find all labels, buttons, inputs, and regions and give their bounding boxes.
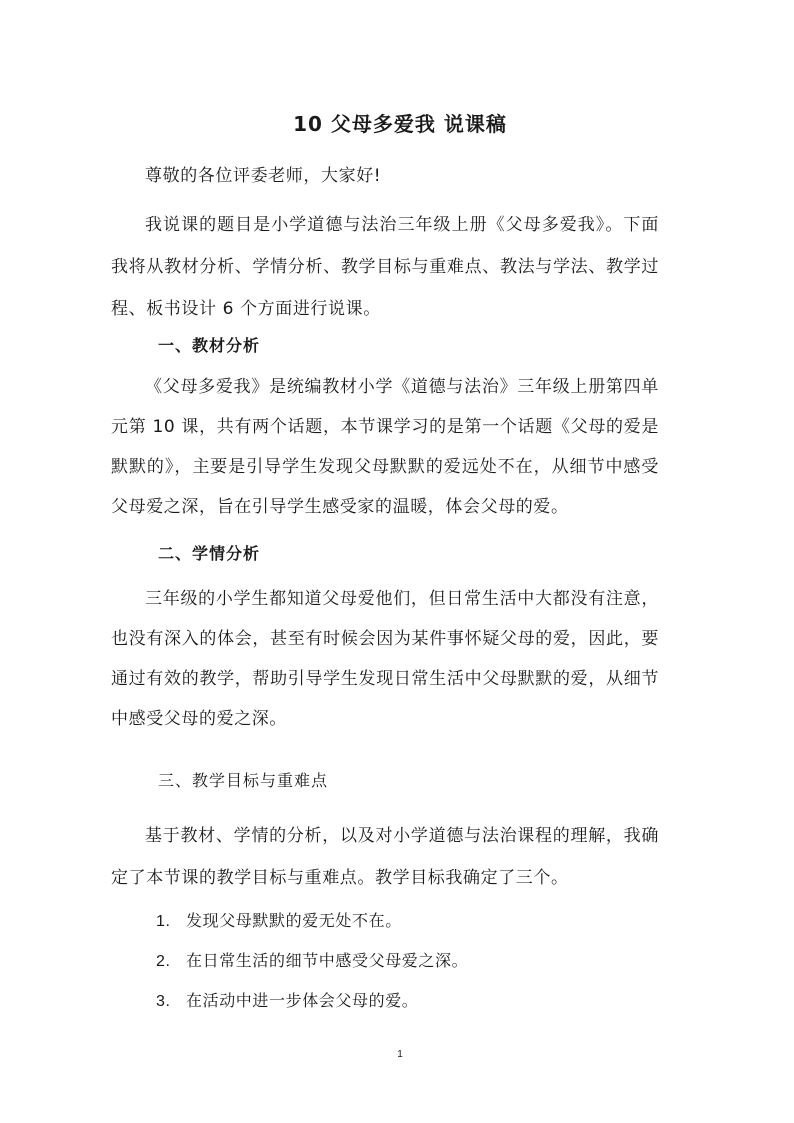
list-item-number: 2. bbox=[156, 953, 171, 970]
section-heading-students: 二、学情分析 bbox=[158, 544, 261, 563]
greeting-paragraph: 尊敬的各位评委老师，大家好! bbox=[145, 166, 382, 186]
list-item-number: 1. bbox=[156, 913, 171, 930]
list-item bbox=[156, 988, 418, 1011]
list-item-text: 在日常生活的细节中感受父母爱之深。 bbox=[186, 951, 469, 970]
section-heading-goals: 三、教学目标与重难点 bbox=[158, 771, 329, 790]
list-item-number: 3. bbox=[156, 993, 171, 1010]
section-body-students: 三年级的小学生都知道父母爱他们，但日常生活中大都没有注意，也没有深入的体会，甚至有时候会因为某件事怀疑父母的爱，因此，要通过有效的教学，帮助引导学生发现日常生活中父母默默的爱，从细节中感受父母的爱之深。 bbox=[111, 589, 659, 729]
page-number: 1 bbox=[397, 1049, 403, 1060]
document-page bbox=[111, 0, 671, 1123]
list-item-text: 发现父母默默的爱无处不在。 bbox=[186, 911, 402, 930]
section-heading-materials: 一、教材分析 bbox=[158, 336, 261, 355]
list-item bbox=[156, 908, 402, 931]
section-body-goals: 基于教材、学情的分析，以及对小学道德与法治课程的理解，我确定了本节课的教学目标与重难点。教学目标我确定了三个。 bbox=[111, 826, 659, 888]
page-title: 10 父母多爱我 说课稿 bbox=[293, 112, 507, 136]
section-body-materials: 《父母多爱我》是统编教材小学《道德与法治》三年级上册第四单元第 10 课，共有两个话题，本节课学习的是第一个话题《父母的爱是默默的》，主要是引导学生发现父母默默的爱远处不在，从细节中感受父母爱之深，旨在引导学生感受家的温暖，体会父母的爱。 bbox=[111, 377, 659, 517]
intro-paragraph: 我说课的题目是小学道德与法治三年级上册《父母多爱我》。下面我将从教材分析、学情分析、教学目标与重难点、教法与学法、教学过程、板书设计 6 个方面进行说课。 bbox=[111, 215, 659, 319]
list-item bbox=[156, 948, 468, 971]
list-item-text: 在活动中进一步体会父母的爱。 bbox=[186, 991, 419, 1010]
